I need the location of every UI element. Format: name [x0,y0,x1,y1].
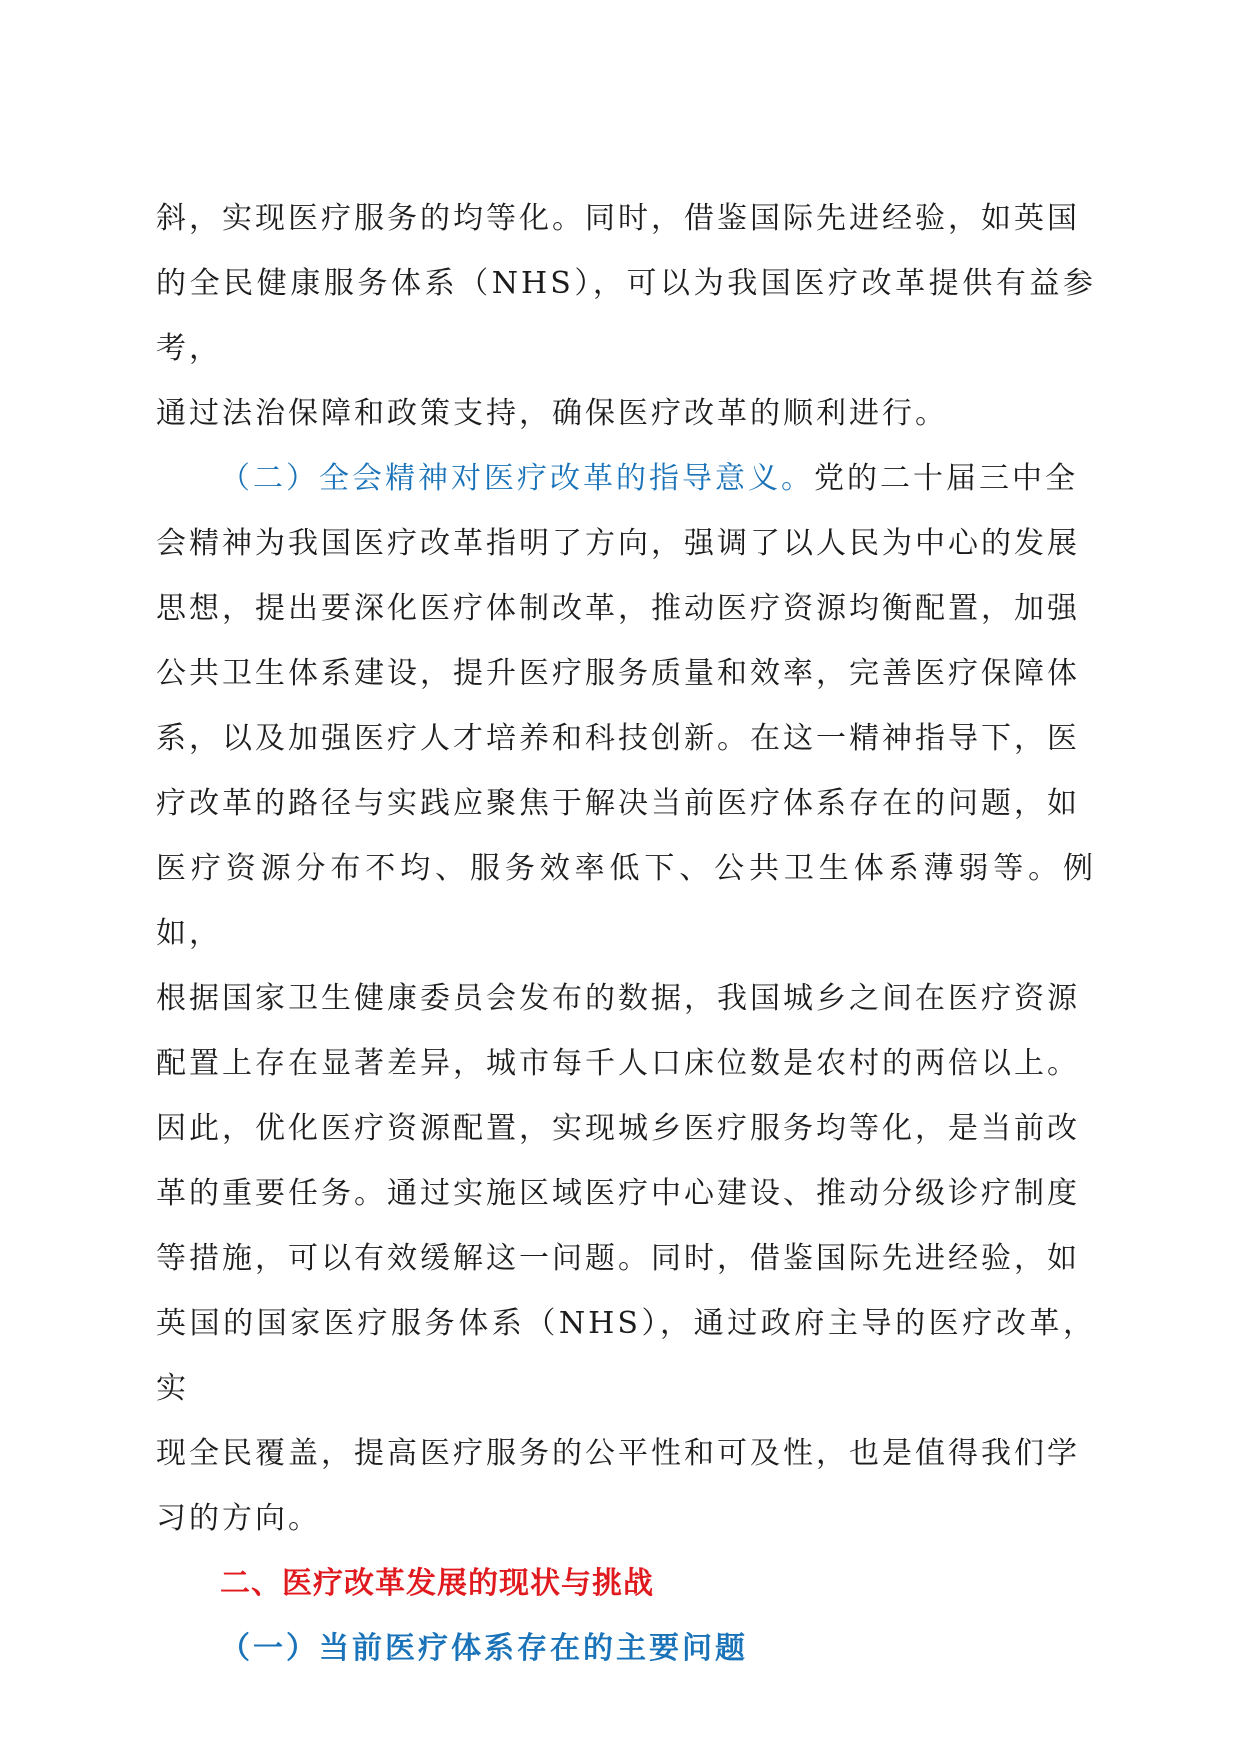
inline-heading: （二）全会精神对医疗改革的指导意义。 [220,461,814,496]
section-title: 二、医疗改革发展的现状与挑战 [220,1566,654,1601]
text-line: 的全民健康服务体系（NHS），可以为我国医疗改革提供有益参考， [156,266,1096,366]
text-line: 因此，优化医疗资源配置，实现城乡医疗服务均等化，是当前改 [156,1111,1080,1146]
text-line: 疗改革的路径与实践应聚焦于解决当前医疗体系存在的问题，如 [156,786,1080,821]
subsection-heading: （一）当前医疗体系存在的主要问题 [220,1631,748,1666]
text-line: 通过法治保障和政策支持，确保医疗改革的顺利进行。 [156,396,948,431]
text-line: 思想，提出要深化医疗体制改革，推动医疗资源均衡配置，加强 [156,591,1080,626]
text-line: 根据国家卫生健康委员会发布的数据，我国城乡之间在医疗资源 [156,981,1080,1016]
text-line: 现全民覆盖，提高医疗服务的公平性和可及性，也是值得我们学 [156,1436,1080,1471]
text-fragment: 党的二十届三中全 [814,461,1078,496]
text-line: 英国的国家医疗服务体系（NHS），通过政府主导的医疗改革，实 [156,1306,1096,1406]
document-body [156,186,1096,1681]
text-line: 公共卫生体系建设，提升医疗服务质量和效率，完善医疗保障体 [156,656,1080,691]
paragraph-guidance [156,446,1096,1551]
text-line [156,446,1096,511]
paragraph-continuation [156,186,1096,446]
text-line: 等措施，可以有效缓解这一问题。同时，借鉴国际先进经验，如 [156,1241,1080,1276]
text-line: 医疗资源分布不均、服务效率低下、公共卫生体系薄弱等。例如， [156,851,1096,951]
text-line: 配置上存在显著差异，城市每千人口床位数是农村的两倍以上。 [156,1046,1080,1081]
text-line: 斜，实现医疗服务的均等化。同时，借鉴国际先进经验，如英国 [156,201,1080,236]
text-line: 会精神为我国医疗改革指明了方向，强调了以人民为中心的发展 [156,526,1080,561]
text-line: 革的重要任务。通过实施区域医疗中心建设、推动分级诊疗制度 [156,1176,1080,1211]
text-line: 习的方向。 [156,1501,321,1536]
text-line: 系，以及加强医疗人才培养和科技创新。在这一精神指导下，医 [156,721,1080,756]
